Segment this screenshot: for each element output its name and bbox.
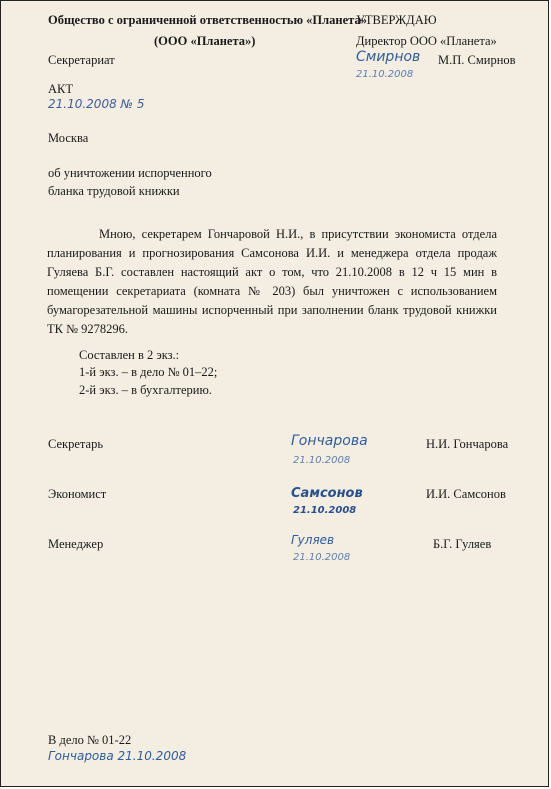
org-short-name: (ООО «Планета») — [154, 34, 256, 48]
file-note: В дело № 01-22 — [48, 733, 132, 747]
act-body: Мною, секретарем Гончаровой Н.И., в присутствии экономиста отдела планирования и прогнозирования Самсонова И.И. и менеджера отдела продаж Гуляева Б.Г. составлен настоящий акт о том, что 21.10.2008 в 12 ч 15 мин в помещении секретариата (комната № 203) был уничтожен с использованием бумагорезательной машины испорченный при заполнении бланк трудовой книжки ТК № 9278296. — [47, 227, 497, 336]
signature-name: Н.И. Гончарова — [426, 437, 509, 451]
approve-title: УТВЕРЖДАЮ — [356, 13, 437, 27]
department: Секретариат — [48, 53, 115, 67]
signature-name: Б.Г. Гуляев — [433, 537, 492, 551]
signature-date: 21.10.2008 — [293, 552, 351, 563]
file-signature: Гончарова 21.10.2008 — [48, 749, 187, 763]
signature-handwritten: Самсонов — [291, 486, 363, 501]
director-signature: Смирнов — [356, 49, 421, 65]
act-date-number: 21.10.2008 № 5 — [48, 97, 145, 111]
signature-role: Экономист — [48, 487, 107, 501]
signature-name: И.И. Самсонов — [426, 487, 506, 501]
copy-2: 2-й экз. – в бухгалтерию. — [79, 383, 212, 397]
signature-role: Секретарь — [48, 437, 104, 451]
subject-line-2: бланка трудовой книжки — [48, 184, 180, 198]
signature-handwritten: Гуляев — [291, 533, 335, 547]
city: Москва — [48, 131, 89, 145]
approve-position: Директор ООО «Планета» — [356, 34, 497, 48]
org-name: Общество с ограниченной ответственностью «Планета» — [48, 13, 367, 27]
copy-1: 1-й экз. – в дело № 01–22; — [79, 365, 218, 379]
signature-date: 21.10.2008 — [293, 505, 357, 516]
subject-line-1: об уничтожении испорченного — [48, 166, 212, 180]
approve-name: М.П. Смирнов — [438, 53, 516, 67]
signature-handwritten: Гончарова — [291, 433, 368, 449]
copies-title: Составлен в 2 экз.: — [79, 348, 180, 362]
approve-date: 21.10.2008 — [356, 69, 414, 80]
signature-date: 21.10.2008 — [293, 455, 351, 466]
signature-role: Менеджер — [48, 537, 104, 551]
doc-type: АКТ — [48, 82, 73, 96]
